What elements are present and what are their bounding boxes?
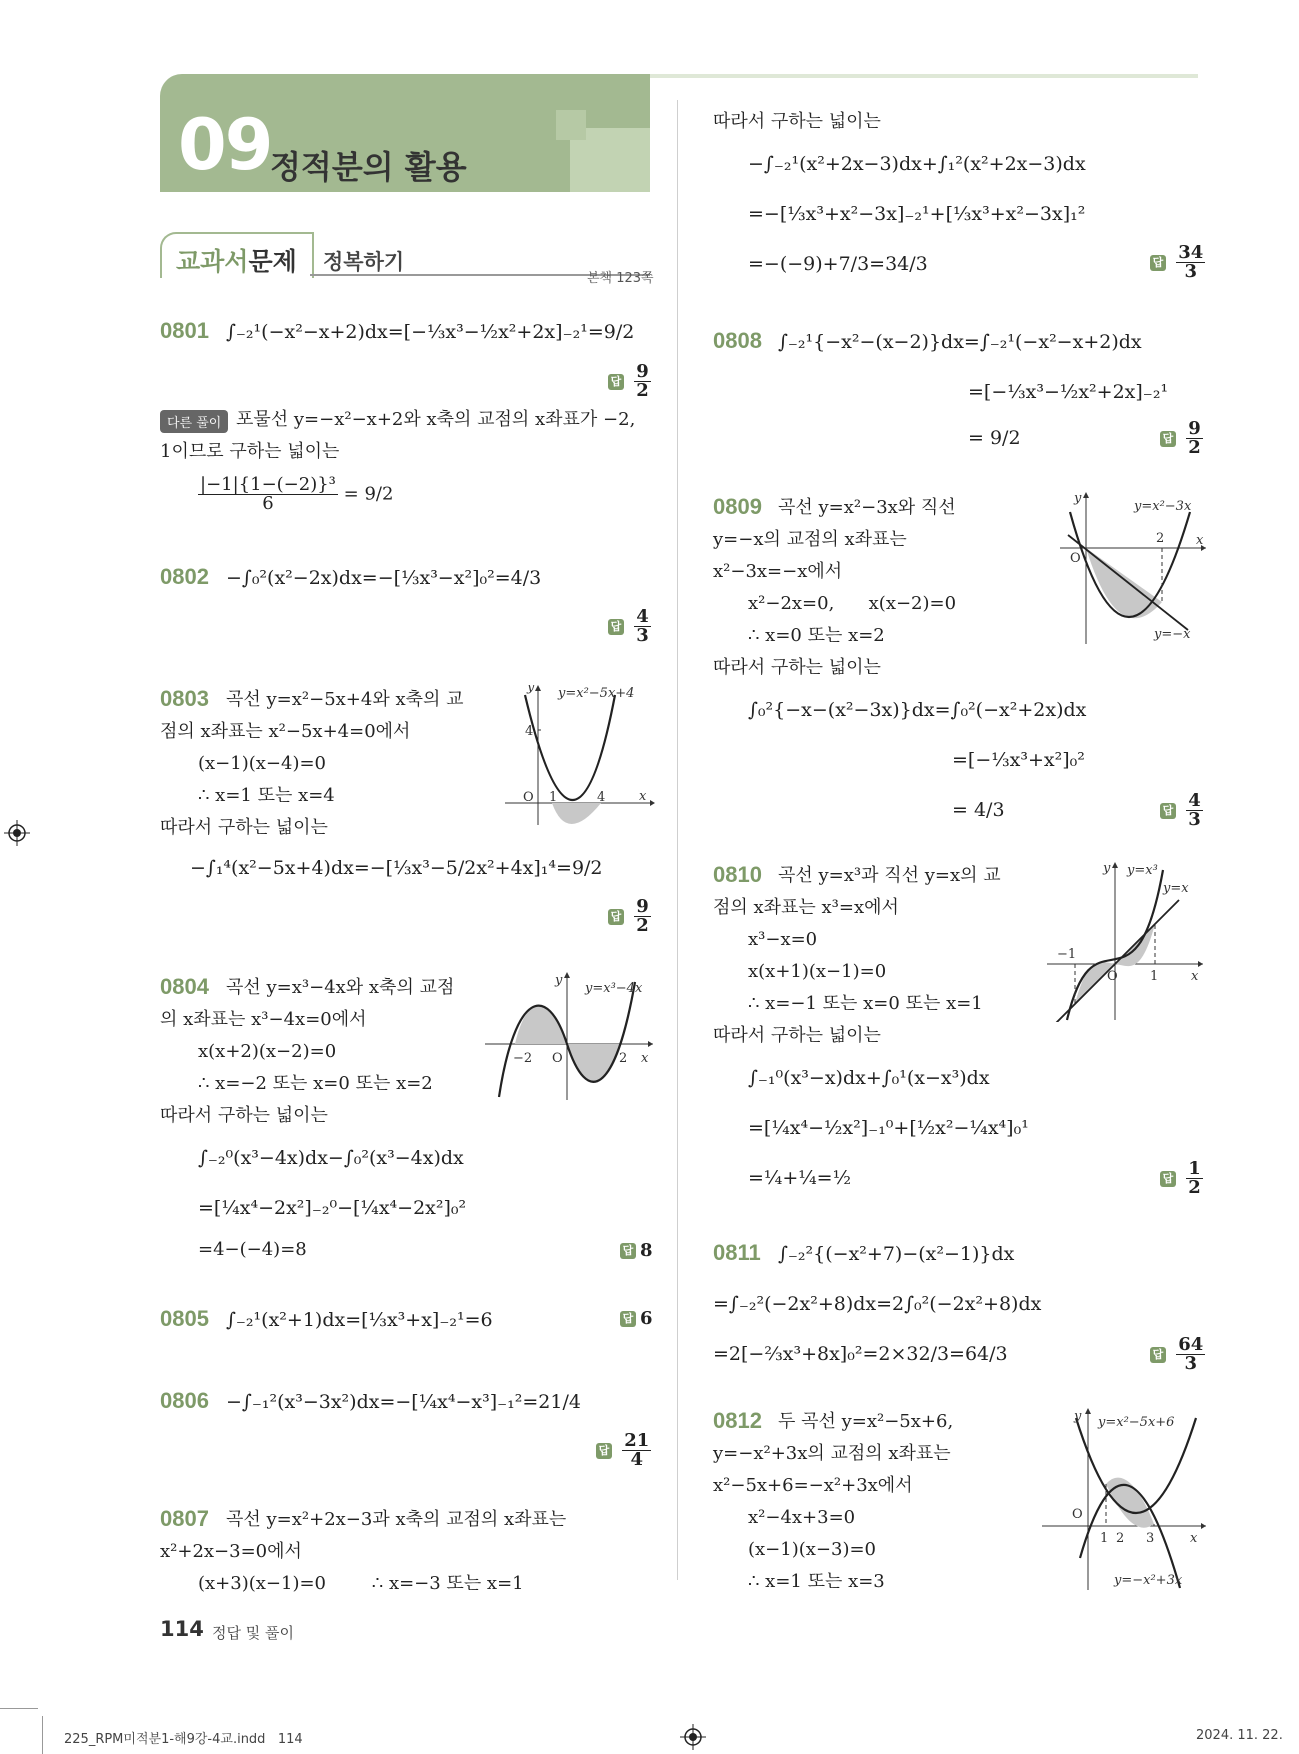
problem-0804-text-1: 곡선 y=x³−4x와 x축의 교점 (226, 977, 455, 998)
answer-badge: 답 (620, 1311, 636, 1327)
problem-0809-line-9: = 4/3 (952, 799, 1005, 821)
problem-0812-line-4: x²−4x+3=0 (748, 1507, 856, 1528)
problem-0809-line-6: 따라서 구하는 넓이는 (713, 657, 881, 678)
svg-text:O: O (1070, 551, 1081, 566)
answer-num: 9 (636, 896, 649, 917)
answer-badge: 답 (608, 374, 624, 390)
problem-0807-cont-2: −∫₋₂¹(x²+2x−3)dx+∫₁²(x²+2x−3)dx (748, 153, 1086, 175)
problem-number-0806: 0806 (160, 1388, 209, 1413)
answer-den: 3 (1184, 261, 1198, 282)
graph-0812-label-1: y=x²−5x+6 (1098, 1415, 1175, 1430)
answer-0806 (596, 1432, 651, 1469)
answer-num: 34 (1178, 242, 1204, 263)
answer-num: 4 (636, 606, 649, 627)
problem-0806-expr: −∫₋₁²(x³−3x²)dx=−[¼x⁴−x³]₋₁²=21/4 (226, 1391, 581, 1413)
svg-text:x: x (1190, 1531, 1198, 1546)
svg-text:2: 2 (1156, 531, 1165, 546)
problem-0803-line-5: 따라서 구하는 넓이는 (160, 817, 328, 838)
answer-0801 (608, 363, 651, 400)
problem-0803-text-2: 점의 x좌표는 x²−5x+4=0에서 (160, 721, 411, 742)
registration-mark-icon (4, 820, 30, 846)
print-rule (0, 1708, 38, 1709)
answer-num: 64 (1178, 1334, 1204, 1355)
svg-text:O: O (552, 1051, 563, 1066)
answer-value: 6 (640, 1308, 653, 1329)
problem-0805-expr: ∫₋₂¹(x²+1)dx=[⅓x³+x]₋₂¹=6 (226, 1309, 493, 1331)
alt-solution-text-2: 1이므로 구하는 넓이는 (160, 441, 340, 462)
problem-0809-text-3: x²−3x=−x에서 (713, 561, 843, 582)
problem-0808-line-3: = 9/2 (968, 427, 1021, 449)
svg-text:O: O (523, 790, 534, 805)
problem-0809-text-1: 곡선 y=x²−3x와 직선 (778, 497, 956, 518)
problem-0804-line-5: 따라서 구하는 넓이는 (160, 1105, 328, 1126)
problem-number-0809: 0809 (713, 494, 762, 519)
answer-den: 2 (1188, 437, 1201, 458)
svg-text:y: y (555, 973, 563, 988)
graph-0810-label-1: y=x³ (1127, 863, 1158, 878)
svg-text:−2: −2 (513, 1051, 533, 1066)
answer-num: 21 (624, 1430, 650, 1451)
svg-text:1: 1 (1100, 1531, 1109, 1546)
problem-0804-line-7: =[¼x⁴−2x²]₋₂⁰−[¼x⁴−2x²]₀² (198, 1197, 467, 1219)
answer-0808 (1160, 420, 1203, 457)
answer-den: 4 (630, 1449, 644, 1470)
answer-0809 (1160, 792, 1203, 829)
answer-badge: 답 (596, 1443, 612, 1459)
header-rule (650, 74, 1198, 78)
problem-number-0811: 0811 (713, 1240, 761, 1265)
answer-badge: 답 (608, 909, 624, 925)
answer-badge: 답 (1160, 1171, 1176, 1187)
problem-0810-line-8: =[¼x⁴−½x²]₋₁⁰+[½x²−¼x⁴]₀¹ (748, 1117, 1029, 1139)
header-deco-2 (556, 110, 586, 140)
graph-0812-label-2: y=−x²+3x (1114, 1573, 1183, 1588)
print-file-info: 225_RPM미적분1-해9강-4교.indd 114 (64, 1732, 303, 1747)
problem-number-0808: 0808 (713, 328, 762, 353)
answer-den: 2 (636, 915, 649, 936)
problem-0808-line-1: ∫₋₂¹{−x²−(x−2)}dx=∫₋₂¹(−x²−x+2)dx (778, 331, 1142, 353)
problem-0810-text-2: 점의 x좌표는 x³=x에서 (713, 897, 899, 918)
problem-0809-text-2: y=−x의 교점의 x좌표는 (713, 529, 907, 550)
graph-0810 (1045, 862, 1205, 1022)
problem-0811-line-1: ∫₋₂²{(−x²+7)−(x²−1)}dx (778, 1243, 1015, 1265)
problem-0810-text-1: 곡선 y=x³과 직선 y=x의 교 (778, 865, 1001, 886)
problem-0807-cont-4: =−(−9)+7/3=34/3 (748, 253, 928, 275)
problem-number-0802: 0802 (160, 564, 209, 589)
problem-0807-cont-1: 따라서 구하는 넓이는 (713, 111, 881, 132)
answer-num: 4 (1188, 790, 1201, 811)
answer-badge: 답 (620, 1243, 636, 1259)
alt-frac-result: = 9/2 (343, 483, 394, 505)
problem-0803-line-6: −∫₁⁴(x²−5x+4)dx=−[⅓x³−5/2x²+4x]₁⁴=9/2 (190, 857, 603, 879)
problem-0812-line-6: ∴ x=1 또는 x=3 (748, 1571, 885, 1592)
graph-0804 (485, 972, 655, 1102)
section-title-b: 문제 (248, 247, 297, 276)
problem-0812-line-5: (x−1)(x−3)=0 (748, 1539, 876, 1560)
problem-0803-line-3: (x−1)(x−4)=0 (198, 753, 326, 774)
answer-0804 (620, 1240, 653, 1261)
svg-text:x: x (641, 1051, 649, 1066)
answer-0805 (620, 1308, 653, 1329)
answer-0810 (1160, 1160, 1203, 1197)
problem-0802-expr: −∫₀²(x²−2x)dx=−[⅓x³−x²]₀²=4/3 (226, 567, 542, 589)
section-title (176, 242, 297, 278)
svg-text:y: y (1103, 862, 1111, 876)
print-date: 2024. 11. 22. (1196, 1728, 1283, 1743)
column-divider (677, 100, 678, 1580)
problem-0803-text-1: 곡선 y=x²−5x+4와 x축의 교 (226, 689, 464, 710)
alt-frac-den: 6 (262, 493, 274, 514)
problem-0807-cont-3: =−[⅓x³+x²−3x]₋₂¹+[⅓x³+x²−3x]₁² (748, 203, 1086, 225)
answer-den: 3 (1188, 809, 1201, 830)
alt-solution-text-1: 포물선 y=−x²−x+2와 x축의 교점의 x좌표가 −2, (236, 409, 636, 430)
svg-text:x: x (1196, 533, 1204, 548)
answer-0807 (1150, 244, 1205, 281)
answer-den: 3 (1184, 1353, 1198, 1374)
problem-0809-line-7: ∫₀²{−x−(x²−3x)}dx=∫₀²(−x²+2x)dx (748, 699, 1087, 721)
problem-0809-line-5: ∴ x=0 또는 x=2 (748, 625, 885, 646)
answer-num: 1 (1188, 1158, 1201, 1179)
answer-0802 (608, 608, 651, 645)
problem-0810-line-3: x³−x=0 (748, 929, 818, 950)
problem-0811-line-2: =∫₋₂²(−2x²+8)dx=2∫₀²(−2x²+8)dx (713, 1293, 1042, 1315)
answer-badge: 답 (608, 619, 624, 635)
page-number: 114 (160, 1617, 204, 1641)
graph-0812 (1040, 1408, 1210, 1593)
problem-number-0804: 0804 (160, 974, 209, 999)
svg-text:3: 3 (1146, 1531, 1155, 1546)
graph-0809-label-2: y=−x (1154, 627, 1191, 642)
answer-badge: 답 (1160, 431, 1176, 447)
svg-text:1: 1 (549, 790, 558, 805)
problem-0812-text-1: 두 곡선 y=x²−5x+6, (778, 1411, 954, 1432)
graph-0809 (1058, 492, 1208, 647)
problem-0809-line-4: x²−2x=0, x(x−2)=0 (748, 593, 957, 614)
problem-number-0801: 0801 (160, 318, 209, 343)
problem-number-0803: 0803 (160, 686, 209, 711)
problem-number-0807: 0807 (160, 1506, 209, 1531)
problem-0810-line-5: ∴ x=−1 또는 x=0 또는 x=1 (748, 993, 983, 1014)
print-rule-v (42, 1716, 43, 1754)
answer-den: 3 (636, 625, 649, 646)
problem-0808-line-2: =[−⅓x³−½x²+2x]₋₂¹ (968, 381, 1169, 403)
answer-badge: 답 (1150, 255, 1166, 271)
alt-frac-num: |−1|{1−(−2)}³ (200, 474, 336, 495)
problem-0804-text-2: 의 x좌표는 x³−4x=0에서 (160, 1009, 367, 1030)
problem-0812-text-2: y=−x²+3x의 교점의 x좌표는 (713, 1443, 951, 1464)
svg-text:y: y (527, 685, 535, 695)
graph-0804-label: y=x³−4x (585, 981, 643, 996)
svg-text:x: x (1191, 969, 1199, 984)
problem-0810-line-4: x(x+1)(x−1)=0 (748, 961, 887, 982)
svg-text:x: x (639, 789, 647, 804)
answer-0811 (1150, 1336, 1205, 1373)
graph-0803-label: y=x²−5x+4 (558, 686, 635, 701)
answer-num: 9 (1188, 418, 1201, 439)
svg-text:2: 2 (1116, 1531, 1125, 1546)
graph-0809-label-1: y=x²−3x (1134, 499, 1192, 514)
answer-value: 8 (640, 1240, 653, 1261)
answer-den: 2 (636, 380, 649, 401)
answer-den: 2 (1188, 1177, 1201, 1198)
problem-0801-expr: ∫₋₂¹(−x²−x+2)dx=[−⅓x³−½x²+2x]₋₂¹=9/2 (226, 321, 635, 343)
problem-number-0810: 0810 (713, 862, 762, 887)
graph-0803 (505, 685, 655, 830)
problem-0807-line-3: (x+3)(x−1)=0 ∴ x=−3 또는 x=1 (198, 1573, 524, 1594)
problem-0807-text-1: 곡선 y=x²+2x−3과 x축의 교점의 x좌표는 (226, 1509, 567, 1530)
problem-0804-line-8: =4−(−4)=8 (198, 1239, 307, 1260)
problem-0810-line-9: =¼+¼=½ (748, 1167, 852, 1189)
chapter-title: 정적분의 활용 (270, 148, 467, 186)
answer-0803 (608, 898, 651, 935)
svg-text:4: 4 (597, 790, 606, 805)
svg-text:1: 1 (1150, 969, 1159, 984)
alt-solution-formula (198, 476, 393, 513)
problem-0807-text-2: x²+2x−3=0에서 (160, 1541, 302, 1562)
problem-0804-line-4: ∴ x=−2 또는 x=0 또는 x=2 (198, 1073, 433, 1094)
problem-number-0812: 0812 (713, 1408, 762, 1433)
graph-0810-label-2: y=x (1163, 881, 1189, 896)
alt-solution-badge: 다른 풀이 (160, 410, 228, 433)
svg-text:4: 4 (525, 724, 534, 739)
problem-0812-text-3: x²−5x+6=−x²+3x에서 (713, 1475, 913, 1496)
answer-badge: 답 (1150, 1347, 1166, 1363)
problem-0803-line-4: ∴ x=1 또는 x=4 (198, 785, 335, 806)
section-subtitle: 정복하기 (323, 250, 405, 274)
page-footer-label: 정답 및 풀이 (212, 1624, 294, 1642)
problem-0811-line-3: =2[−⅔x³+8x]₀²=2×32/3=64/3 (713, 1343, 1008, 1365)
registration-mark-bottom-icon (680, 1724, 706, 1750)
svg-text:−1: −1 (1057, 947, 1077, 962)
problem-number-0805: 0805 (160, 1306, 209, 1331)
answer-badge: 답 (1160, 803, 1176, 819)
svg-text:O: O (1107, 969, 1118, 984)
answer-num: 9 (636, 361, 649, 382)
svg-text:y: y (1074, 1409, 1082, 1424)
svg-text:y: y (1074, 492, 1082, 506)
problem-0810-line-6: 따라서 구하는 넓이는 (713, 1025, 881, 1046)
section-ref: 본책 123쪽 (587, 271, 654, 286)
problem-0804-line-3: x(x+2)(x−2)=0 (198, 1041, 337, 1062)
svg-text:2: 2 (619, 1051, 628, 1066)
problem-0809-line-8: =[−⅓x³+x²]₀² (952, 749, 1085, 771)
chapter-number: 09 (178, 104, 272, 186)
problem-0810-line-7: ∫₋₁⁰(x³−x)dx+∫₀¹(x−x³)dx (748, 1067, 990, 1089)
svg-text:O: O (1072, 1507, 1083, 1522)
section-title-a: 교과서 (176, 247, 249, 276)
problem-0804-line-6: ∫₋₂⁰(x³−4x)dx−∫₀²(x³−4x)dx (198, 1147, 464, 1169)
